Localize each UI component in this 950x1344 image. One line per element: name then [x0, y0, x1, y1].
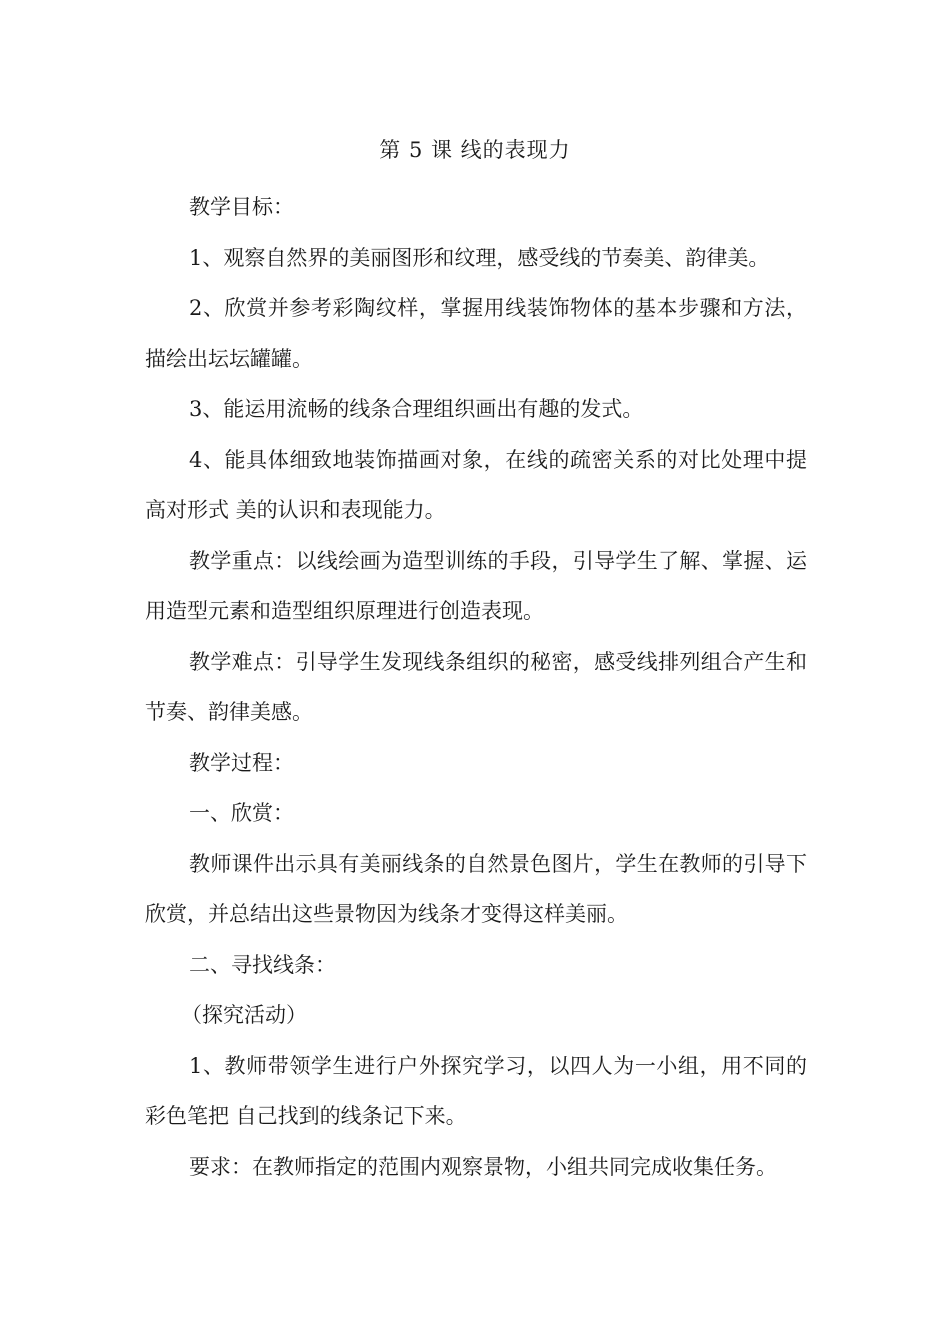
paragraph-explore-activity: （探究活动） [181, 1003, 307, 1027]
document-body [145, 182, 807, 1192]
paragraph-teaching-goals-heading: 教学目标： [189, 195, 294, 219]
paragraph-goal-4: 4、能具体细致地装饰描画对象，在线的疏密关系的对比处理中提高对形式 美的认识和表现能力。 [145, 447, 807, 522]
paragraph-process-heading: 教学过程： [189, 750, 294, 775]
paragraph-goal-1: 1、观察自然界的美丽图形和纹理，感受线的节奏美、韵律美。 [189, 245, 770, 270]
paragraph-section-appreciate: 一、欣赏： [189, 801, 294, 825]
paragraph-appreciate-content: 教师课件出示具有美丽线条的自然景色图片，学生在教师的引导下欣赏，并总结出这些景物因为线条才变得这样美丽。 [145, 851, 807, 926]
paragraph-difficulties: 教学难点：引导学生发现线条组织的秘密，感受线排列组合产生和节奏、韵律美感。 [145, 649, 807, 724]
paragraph-goal-3: 3、能运用流畅的线条合理组织画出有趣的发式。 [189, 397, 644, 421]
paragraph-requirement: 要求：在教师指定的范围内观察景物，小组共同完成收集任务。 [189, 1154, 777, 1179]
document-title: 第 5 课 线的表现力 [379, 138, 571, 162]
paragraph-section-find-lines: 二、寻找线条： [189, 952, 336, 977]
paragraph-goal-2: 2、欣赏并参考彩陶纹样，掌握用线装饰物体的基本步骤和方法，描绘出坛坛罐罐。 [145, 296, 807, 371]
paragraph-key-points: 教学重点：以线绘画为造型训练的手段，引导学生了解、掌握、运用造型元素和造型组织原理进行创造表现。 [145, 548, 807, 623]
paragraph-activity-1: 1、教师带领学生进行户外探究学习，以四人为一小组，用不同的彩色笔把 自己找到的线条记下来。 [145, 1053, 807, 1128]
